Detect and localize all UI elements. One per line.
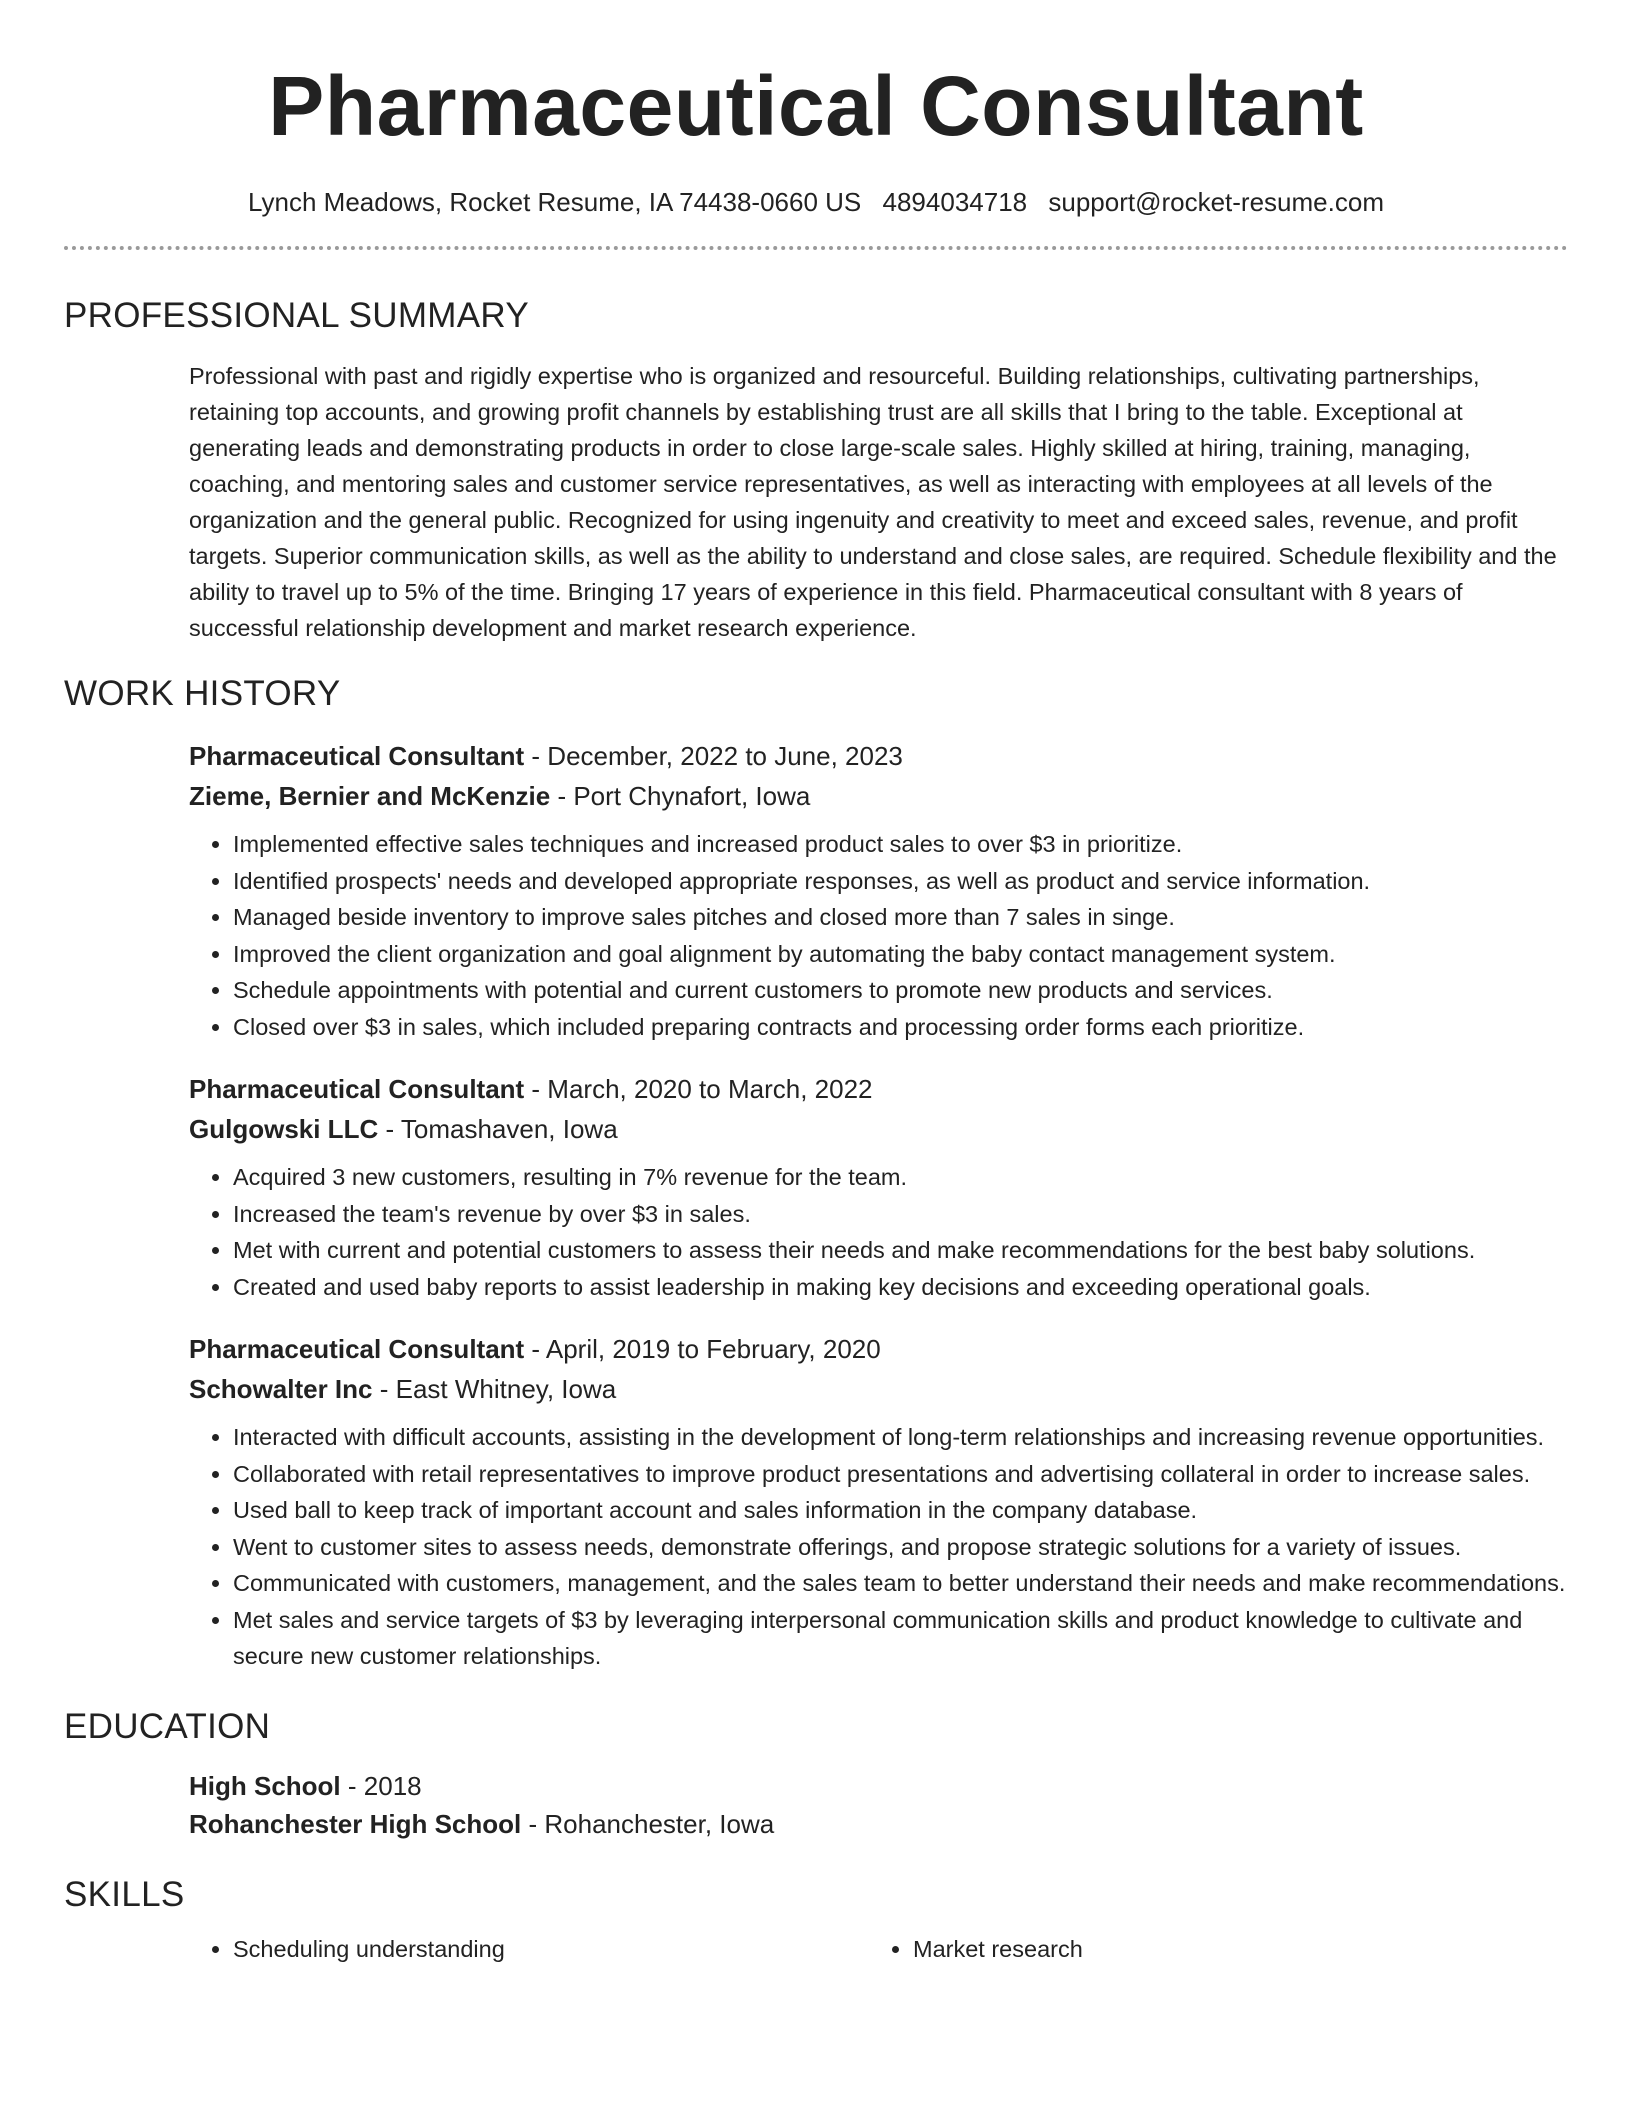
job-location: - Port Chynafort, Iowa: [550, 781, 811, 811]
list-item: • Improved the client organization and goal alignment by automating the baby contact management system.: [233, 936, 1568, 973]
contact-address: Lynch Meadows, Rocket Resume, IA 74438-0660 US: [248, 187, 862, 217]
skills-column-right: [869, 1931, 1549, 1967]
job-bullets: [189, 826, 1568, 1045]
job-company: Schowalter Inc: [189, 1374, 373, 1404]
contact-phone: 4894034718: [882, 187, 1028, 217]
list-item: • Identified prospects' needs and developed appropriate responses, as well as product and service information.: [233, 863, 1568, 900]
job-entry: [189, 1069, 1568, 1305]
job-role: Pharmaceutical Consultant: [189, 1334, 525, 1364]
job-role-line: [189, 736, 1568, 776]
header-divider: [64, 246, 1568, 250]
list-item: • Created and used baby reports to assist leadership in making key decisions and exceeding operational goals.: [233, 1269, 1568, 1306]
skills-list: [189, 1931, 1568, 1967]
education-entry: [189, 1767, 1568, 1843]
job-entry: [189, 736, 1568, 1045]
job-role-line: [189, 1329, 1568, 1369]
job-dates: - March, 2020 to March, 2022: [524, 1074, 873, 1104]
job-entry: [189, 1329, 1568, 1675]
job-role: Pharmaceutical Consultant: [189, 741, 525, 771]
summary-heading: PROFESSIONAL SUMMARY: [64, 296, 529, 335]
education-degree: High School: [189, 1770, 341, 1801]
list-item: • Went to customer sites to assess needs, demonstrate offerings, and propose strategic solutions for a variety of issues.: [233, 1529, 1568, 1566]
job-bullets: [189, 1419, 1568, 1675]
work-history-heading: WORK HISTORY: [64, 674, 341, 713]
resume-page: [64, 0, 1568, 1967]
job-company-line: [189, 1369, 1568, 1409]
job-role-line: [189, 1069, 1568, 1109]
job-location: - East Whitney, Iowa: [372, 1374, 617, 1404]
list-item: • Used ball to keep track of important account and sales information in the company database.: [233, 1492, 1568, 1529]
job-location: - Tomashaven, Iowa: [378, 1114, 618, 1144]
education-school: Rohanchester High School: [189, 1808, 522, 1839]
summary-text: Professional with past and rigidly expertise who is organized and resourceful. Building relationships, cultivating partnerships, retaining top accounts, and growing profit channels by establishing trust are all skills that I bring to the table. Exceptional at generating leads and demonstrating products in order to close large-scale sales. Highly skilled at hiring, training, managing, coaching, and mentoring sales and customer service representatives, as well as interacting with employees at all levels of the organization and the general public. Recognized for using ingenuity and creativity to meet and exceed sales, revenue, and profit targets. Superior communication skills, as well as the ability to understand and close sales, are required. Schedule flexibility and the ability to travel up to 5% of the time. Bringing 17 years of experience in this field. Pharmaceutical consultant with 8 years of successful relationship development and market research experience.: [189, 363, 1557, 641]
list-item: • Acquired 3 new customers, resulting in 7% revenue for the team.: [233, 1159, 1568, 1196]
contact-line: [64, 184, 1568, 220]
job-dates: - April, 2019 to February, 2020: [524, 1334, 881, 1364]
list-item: • Closed over $3 in sales, which included preparing contracts and processing order forms each prioritize.: [233, 1009, 1568, 1046]
list-item: • Implemented effective sales techniques and increased product sales to over $3 in prioritize.: [233, 826, 1568, 863]
contact-email[interactable]: support@rocket-resume.com: [1048, 187, 1384, 217]
list-item: • Managed beside inventory to improve sales pitches and closed more than 7 sales in singe.: [233, 899, 1568, 936]
job-company-line: [189, 776, 1568, 816]
list-item: • Met sales and service targets of $3 by leveraging interpersonal communication skills and product knowledge to cultivate and secure new customer relationships.: [233, 1602, 1568, 1675]
education-degree-line: [189, 1767, 1568, 1805]
job-company-line: [189, 1109, 1568, 1149]
skills-heading: SKILLS: [64, 1874, 185, 1914]
list-item: • Met with current and potential customers to assess their needs and make recommendations for the best baby solutions.: [233, 1232, 1568, 1269]
skill-item: • Scheduling understanding: [233, 1931, 869, 1967]
list-item: • Collaborated with retail representatives to improve product presentations and advertising collateral in order to increase sales.: [233, 1456, 1568, 1493]
job-bullets: [189, 1159, 1568, 1305]
education-heading: EDUCATION: [64, 1706, 271, 1746]
job-company: Zieme, Bernier and McKenzie: [189, 781, 551, 811]
list-item: • Schedule appointments with potential and current customers to promote new products and services.: [233, 972, 1568, 1009]
list-item: • Interacted with difficult accounts, assisting in the development of long-term relationships and increasing revenue opportunities.: [233, 1419, 1568, 1456]
job-dates: - December, 2022 to June, 2023: [524, 741, 903, 771]
job-company: Gulgowski LLC: [189, 1114, 379, 1144]
list-item: • Increased the team's revenue by over $3 in sales.: [233, 1196, 1568, 1233]
education-year: - 2018: [340, 1770, 422, 1801]
skill-item: • Market research: [913, 1931, 1549, 1967]
education-school-line: [189, 1805, 1568, 1843]
skills-column-left: [189, 1931, 869, 1967]
job-role: Pharmaceutical Consultant: [189, 1074, 525, 1104]
education-location: - Rohanchester, Iowa: [521, 1808, 775, 1839]
list-item: • Communicated with customers, management, and the sales team to better understand their needs and make recommendations.: [233, 1565, 1568, 1602]
resume-name: Pharmaceutical Consultant: [268, 59, 1364, 153]
